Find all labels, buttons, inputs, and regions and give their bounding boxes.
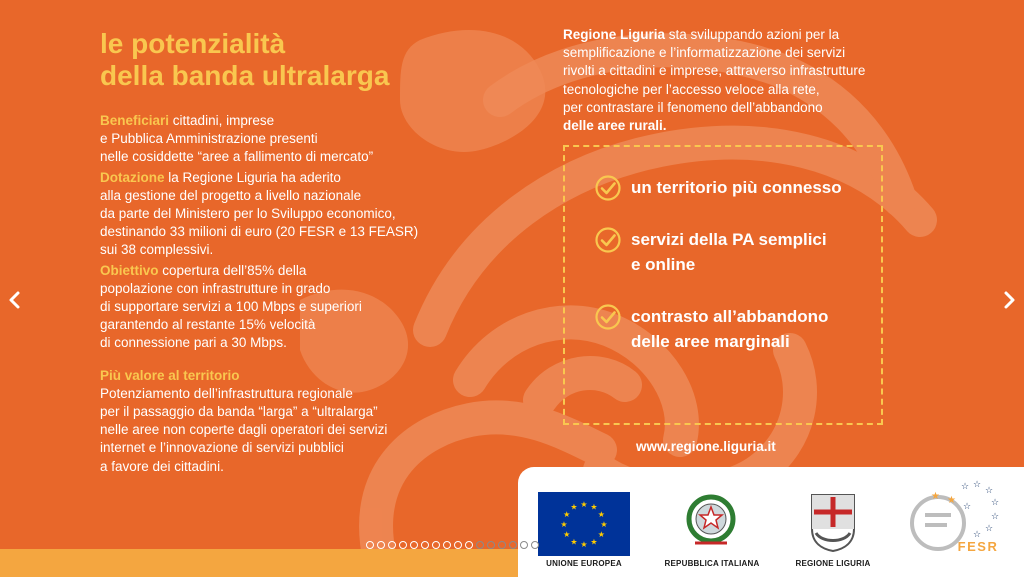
website-link[interactable]: www.regione.liguria.it — [636, 439, 776, 454]
checklist-item — [595, 227, 827, 277]
eu-star: ★ — [590, 502, 598, 512]
eu-caption: UNIONE EUROPEA — [546, 559, 622, 568]
eu-star: ★ — [580, 540, 588, 549]
carousel-dot[interactable] — [520, 541, 528, 549]
valore-line-4: internet e l’innovazione di servizi pubblici — [100, 440, 344, 456]
page-title — [100, 28, 389, 92]
obiettivo-line-5: di connessione pari a 30 Mbps. — [100, 335, 287, 351]
bottom-bar — [0, 549, 520, 577]
eu-star: ★ — [590, 537, 598, 547]
checklist-item-line-1: contrasto all’abbandono — [631, 307, 829, 326]
title-line-1: le potenzialità — [100, 28, 286, 59]
carousel-dot[interactable] — [366, 541, 374, 549]
carousel-dot[interactable] — [509, 541, 517, 549]
valore-line-2: per il passaggio da banda “larga” a “ultralarga” — [100, 404, 378, 420]
beneficiari-line-3: nelle cosiddette “aree a fallimento di mercato” — [100, 149, 374, 165]
fesr-star: ☆ — [985, 486, 994, 496]
dotazione-keyword: Dotazione — [100, 169, 165, 185]
italy-emblem-logo — [683, 489, 739, 555]
fesr-star: ☆ — [973, 480, 982, 490]
fesr-caption: FESR — [957, 539, 999, 554]
valore-line-5: a favore dei cittadini. — [100, 458, 224, 474]
dotazione-text: la Regione Liguria ha aderito — [168, 169, 341, 185]
checklist-item-line-2: e online — [631, 255, 696, 274]
right-line-1: sta sviluppando azioni per la — [665, 27, 840, 42]
carousel-dot[interactable] — [476, 541, 484, 549]
valore-title: Più valore al territorio — [100, 367, 240, 383]
obiettivo-paragraph — [100, 262, 460, 353]
left-info-block — [100, 112, 460, 478]
right-brand: Regione Liguria — [563, 27, 666, 42]
dotazione-line-5: sui 38 complessivi. — [100, 242, 214, 258]
eu-star: ★ — [580, 500, 588, 509]
carousel-dot[interactable] — [443, 541, 451, 549]
checklist-item — [595, 175, 842, 201]
obiettivo-keyword: Obiettivo — [100, 262, 159, 278]
obiettivo-line-2: popolazione con infrastrutture in grado — [100, 280, 331, 296]
fesr-star: ☆ — [973, 530, 982, 540]
checklist-item-line-1: servizi della PA semplici — [631, 230, 827, 249]
dotazione-line-3: da parte del Ministero per lo Sviluppo economico, — [100, 206, 396, 222]
check-circle-icon — [595, 304, 621, 330]
eu-flag-logo — [538, 492, 630, 556]
beneficiari-keyword: Beneficiari — [100, 113, 170, 128]
eu-star: ★ — [560, 520, 568, 529]
checklist-item-line-2: delle aree marginali — [631, 332, 790, 351]
carousel-dots — [366, 541, 539, 549]
right-line-5: per contrastare il fenomeno dell’abbandono — [563, 99, 823, 115]
beneficiari-text: cittadini, imprese — [172, 113, 275, 128]
right-intro-block — [563, 26, 903, 135]
right-line-2: semplificazione e l’informatizzazione dei servizi — [563, 45, 846, 61]
carousel-dot[interactable] — [465, 541, 473, 549]
eu-star: ★ — [563, 510, 571, 519]
obiettivo-line-3: di supportare servizi a 100 Mbps e superiori — [100, 299, 362, 315]
fesr-star: ☆ — [991, 512, 1000, 522]
fesr-star: ☆ — [963, 502, 972, 512]
eu-star: ★ — [597, 530, 605, 539]
eu-star: ★ — [597, 510, 605, 519]
valore-line-1: Potenziamento dell’infrastruttura regionale — [100, 385, 353, 401]
carousel-dot[interactable] — [454, 541, 462, 549]
valore-paragraph — [100, 367, 460, 476]
fesr-star: ★ — [947, 495, 956, 506]
beneficiari-line-2: e Pubblica Amministrazione presenti — [100, 131, 318, 147]
eu-star: ★ — [600, 520, 608, 529]
chevron-right-icon[interactable] — [1000, 290, 1018, 310]
checklist-box — [563, 145, 883, 425]
eu-star: ★ — [570, 502, 578, 512]
check-circle-icon — [595, 227, 621, 253]
checklist-item-line-1: un territorio più connesso — [631, 178, 842, 197]
carousel-dot[interactable] — [432, 541, 440, 549]
carousel-dot[interactable] — [388, 541, 396, 549]
carousel-dot[interactable] — [531, 541, 539, 549]
eu-star: ★ — [563, 530, 571, 539]
obiettivo-line-4: garantendo al restante 15% velocità — [100, 317, 316, 333]
dotazione-line-4: destinando 33 milioni di euro (20 FESR e 13 FEASR) — [100, 224, 419, 240]
chevron-left-icon[interactable] — [6, 290, 24, 310]
italy-caption: REPUBBLICA ITALIANA — [664, 559, 760, 568]
logos-panel — [518, 467, 1024, 577]
checklist-item — [595, 304, 828, 354]
right-line-3: rivolti a cittadini e imprese, attraverso infrastrutture — [563, 63, 866, 79]
obiettivo-text: copertura dell’85% della — [162, 262, 307, 278]
title-line-2: della banda ultralarga — [100, 60, 390, 91]
right-line-6: delle aree rurali. — [563, 118, 667, 134]
eu-star: ★ — [570, 537, 578, 547]
fesr-star: ☆ — [991, 498, 1000, 508]
liguria-shield-logo — [808, 491, 858, 553]
beneficiari-paragraph — [100, 112, 460, 167]
carousel-dot[interactable] — [377, 541, 385, 549]
fesr-star: ★ — [931, 491, 940, 502]
carousel-dot[interactable] — [421, 541, 429, 549]
liguria-caption: REGIONE LIGURIA — [795, 559, 871, 568]
carousel-dot[interactable] — [399, 541, 407, 549]
carousel-dot[interactable] — [410, 541, 418, 549]
fesr-star: ☆ — [961, 482, 970, 492]
right-line-4: tecnologiche per l’accesso veloce alla rete, — [563, 81, 820, 97]
check-circle-icon — [595, 175, 621, 201]
dotazione-line-2: alla gestione del progetto a livello nazionale — [100, 187, 362, 203]
fesr-star: ☆ — [985, 524, 994, 534]
carousel-dot[interactable] — [487, 541, 495, 549]
valore-line-3: nelle aree non coperte dagli operatori dei servizi — [100, 422, 388, 438]
dotazione-paragraph — [100, 169, 460, 260]
carousel-dot[interactable] — [498, 541, 506, 549]
